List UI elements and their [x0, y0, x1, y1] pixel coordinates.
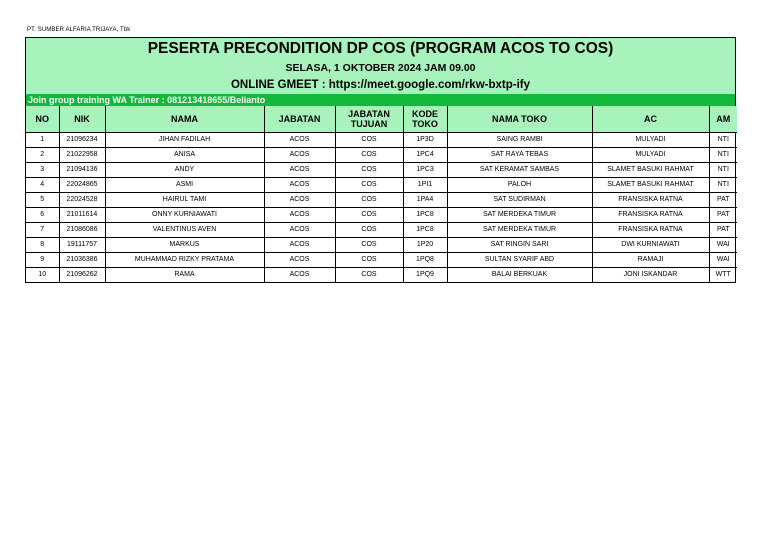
cell-am: NTI [709, 133, 737, 148]
table-row [26, 148, 737, 163]
cell-no: 4 [26, 178, 59, 193]
cell-nama: ONNY KURNIAWATI [105, 208, 264, 223]
cell-am: PAT [709, 208, 737, 223]
table-row [26, 208, 737, 223]
participant-sheet [25, 37, 736, 283]
cell-jabatan: ACOS [264, 208, 335, 223]
cell-kode-toko: 1PI1 [403, 178, 447, 193]
session-date: SELASA, 1 OKTOBER 2024 JAM 09.00 [285, 62, 476, 74]
cell-no: 9 [26, 253, 59, 268]
cell-kode-toko: 1PC4 [403, 148, 447, 163]
cell-nik: 21036386 [59, 253, 105, 268]
cell-jabatan-tujuan: COS [335, 268, 403, 283]
cell-nama: VALENTINUS AVEN [105, 223, 264, 238]
cell-jabatan: ACOS [264, 148, 335, 163]
header-ac: AC [592, 106, 709, 133]
cell-no: 1 [26, 133, 59, 148]
table-row [26, 178, 737, 193]
cell-nama: ASMI [105, 178, 264, 193]
cell-kode-toko: 1PC8 [403, 223, 447, 238]
table-row [26, 163, 737, 178]
header-nama-toko: NAMA TOKO [447, 106, 592, 133]
table-row [26, 223, 737, 238]
cell-no: 8 [26, 238, 59, 253]
cell-nik: 19111757 [59, 238, 105, 253]
cell-jabatan-tujuan: COS [335, 178, 403, 193]
table-row [26, 238, 737, 253]
cell-ac: FRANSISKA RATNA [592, 193, 709, 208]
cell-nik: 21011614 [59, 208, 105, 223]
cell-ac: SLAMET BASUKI RAHMAT [592, 178, 709, 193]
cell-nama-toko: SAT SUDIRMAN [447, 193, 592, 208]
cell-jabatan: ACOS [264, 268, 335, 283]
header-no: NO [26, 106, 59, 133]
cell-am: WAI [709, 238, 737, 253]
cell-nama-toko: SULTAN SYARIF ABD [447, 253, 592, 268]
cell-jabatan-tujuan: COS [335, 253, 403, 268]
cell-am: PAT [709, 193, 737, 208]
header-kode-toko: KODE TOKO [403, 106, 447, 133]
cell-nik: 22024528 [59, 193, 105, 208]
wa-trainer-bar: Join group training WA Trainer : 081213418655/Belianto [26, 94, 735, 106]
header-nik: NIK [59, 106, 105, 133]
cell-ac: FRANSISKA RATNA [592, 223, 709, 238]
table-header-row [26, 106, 737, 133]
cell-nama: ANISA [105, 148, 264, 163]
cell-no: 7 [26, 223, 59, 238]
table-row [26, 133, 737, 148]
cell-jabatan-tujuan: COS [335, 208, 403, 223]
cell-am: WAI [709, 253, 737, 268]
cell-jabatan-tujuan: COS [335, 238, 403, 253]
cell-nama: RAMA [105, 268, 264, 283]
cell-kode-toko: 1P20 [403, 238, 447, 253]
cell-nama: HAIRUL TAMI [105, 193, 264, 208]
cell-nama-toko: PALOH [447, 178, 592, 193]
table-body [26, 133, 737, 283]
cell-nik: 21094136 [59, 163, 105, 178]
cell-nama-toko: SAT MERDEKA TIMUR [447, 223, 592, 238]
cell-am: NTI [709, 178, 737, 193]
participant-table [26, 106, 737, 282]
cell-nama: MUHAMMAD RIZKY PRATAMA [105, 253, 264, 268]
table-row [26, 193, 737, 208]
cell-kode-toko: 1PQ8 [403, 253, 447, 268]
company-name: PT. SUMBER ALFARIA TRIJAYA, Tbk [27, 27, 131, 33]
cell-jabatan-tujuan: COS [335, 148, 403, 163]
cell-ac: RAMAJI [592, 253, 709, 268]
cell-nik: 21022958 [59, 148, 105, 163]
cell-jabatan-tujuan: COS [335, 163, 403, 178]
cell-no: 5 [26, 193, 59, 208]
cell-kode-toko: 1P3D [403, 133, 447, 148]
cell-kode-toko: 1PC8 [403, 208, 447, 223]
header-jabatan-tujuan: JABATAN TUJUAN [335, 106, 403, 133]
header-jabatan: JABATAN [264, 106, 335, 133]
cell-nik: 21096234 [59, 133, 105, 148]
cell-am: PAT [709, 223, 737, 238]
cell-nama-toko: SAT MERDEKA TIMUR [447, 208, 592, 223]
cell-jabatan: ACOS [264, 253, 335, 268]
cell-ac: FRANSISKA RATNA [592, 208, 709, 223]
cell-nama-toko: BALAI BERKUAK [447, 268, 592, 283]
cell-nama-toko: SAING RAMBI [447, 133, 592, 148]
cell-nama: ANDY [105, 163, 264, 178]
cell-jabatan-tujuan: COS [335, 133, 403, 148]
cell-no: 10 [26, 268, 59, 283]
sheet-banner [26, 38, 735, 94]
cell-nik: 21086086 [59, 223, 105, 238]
table-row [26, 268, 737, 283]
cell-jabatan: ACOS [264, 163, 335, 178]
cell-nama: MARKUS [105, 238, 264, 253]
cell-nama: JIHAN FADILAH [105, 133, 264, 148]
cell-ac: MULYADI [592, 148, 709, 163]
cell-am: NTI [709, 148, 737, 163]
cell-nama-toko: SAT KERAMAT SAMBAS [447, 163, 592, 178]
cell-nama-toko: SAT RINGIN SARI [447, 238, 592, 253]
cell-nik: 22024865 [59, 178, 105, 193]
cell-jabatan-tujuan: COS [335, 193, 403, 208]
cell-kode-toko: 1PC3 [403, 163, 447, 178]
table-row [26, 253, 737, 268]
cell-nama-toko: SAT RAYA TEBAS [447, 148, 592, 163]
cell-am: NTI [709, 163, 737, 178]
cell-jabatan: ACOS [264, 223, 335, 238]
cell-am: WTT [709, 268, 737, 283]
cell-no: 3 [26, 163, 59, 178]
cell-kode-toko: 1PQ9 [403, 268, 447, 283]
cell-ac: SLAMET BASUKI RAHMAT [592, 163, 709, 178]
cell-nik: 21096262 [59, 268, 105, 283]
gmeet-link: ONLINE GMEET : https://meet.google.com/rkw-bxtp-ify [230, 79, 530, 91]
cell-jabatan: ACOS [264, 238, 335, 253]
cell-jabatan: ACOS [264, 133, 335, 148]
cell-kode-toko: 1PA4 [403, 193, 447, 208]
header-nama: NAMA [105, 106, 264, 133]
cell-jabatan: ACOS [264, 178, 335, 193]
cell-ac: JONI ISKANDAR [592, 268, 709, 283]
cell-no: 6 [26, 208, 59, 223]
cell-jabatan: ACOS [264, 193, 335, 208]
cell-ac: DWI KURNIAWATI [592, 238, 709, 253]
header-am: AM [709, 106, 737, 133]
cell-no: 2 [26, 148, 59, 163]
cell-jabatan-tujuan: COS [335, 223, 403, 238]
sheet-title: PESERTA PRECONDITION DP COS (PROGRAM ACOS TO COS) [147, 40, 614, 57]
cell-ac: MULYADI [592, 133, 709, 148]
